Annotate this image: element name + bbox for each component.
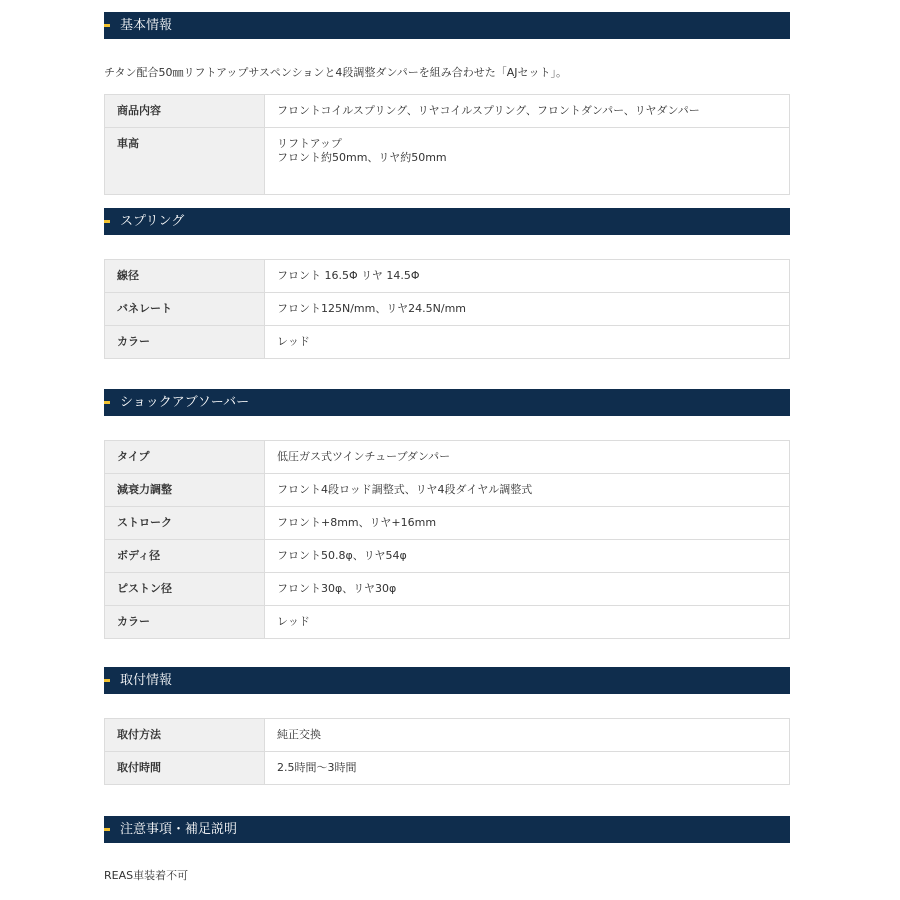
row-value: フロント4段ロッド調整式、リヤ4段ダイヤル調整式 (265, 474, 790, 507)
table-row (105, 293, 790, 326)
row-value-line: フロント約50mm、リヤ約50mm (277, 151, 447, 164)
row-label: ストローク (105, 507, 265, 540)
table-row (105, 95, 790, 128)
spec-table-basic (104, 94, 790, 195)
section-title-install: 取付情報 (120, 673, 173, 688)
table-row (105, 719, 790, 752)
row-value: フロント50.8φ、リヤ54φ (265, 540, 790, 573)
table-row (105, 507, 790, 540)
row-value: フロント125N/mm、リヤ24.5N/mm (265, 293, 790, 326)
row-value: フロント 16.5Φ リヤ 14.5Φ (265, 260, 790, 293)
section-title-spring: スプリング (120, 214, 185, 229)
table-row (105, 441, 790, 474)
table-row (105, 606, 790, 639)
row-value (265, 128, 790, 195)
table-row (105, 128, 790, 195)
table-row (105, 474, 790, 507)
row-label: 車高 (105, 128, 265, 195)
table-row (105, 573, 790, 606)
row-label: バネレート (105, 293, 265, 326)
row-value: 2.5時間～3時間 (265, 752, 790, 785)
intro-text: チタン配合50㎜リフトアップサスペンションと4段調整ダンパーを組み合わせた「AJセット」。 (104, 66, 568, 79)
row-label: カラー (105, 606, 265, 639)
row-value: 純正交換 (265, 719, 790, 752)
section-header-install (104, 667, 790, 694)
spec-table-spring (104, 259, 790, 359)
row-label: 取付時間 (105, 752, 265, 785)
row-value: 低圧ガス式ツインチューブダンパー (265, 441, 790, 474)
header-accent-mark (104, 220, 110, 223)
section-title-notes: 注意事項・補足説明 (120, 822, 238, 837)
section-header-notes (104, 816, 790, 843)
row-label: 線径 (105, 260, 265, 293)
row-label: ボディ径 (105, 540, 265, 573)
section-title-basic: 基本情報 (120, 18, 173, 33)
notes-text: REAS車装着不可 (104, 869, 189, 882)
row-label: ピストン径 (105, 573, 265, 606)
row-label: 取付方法 (105, 719, 265, 752)
table-row (105, 260, 790, 293)
row-value: レッド (265, 606, 790, 639)
spec-table-install (104, 718, 790, 785)
header-accent-mark (104, 828, 110, 831)
row-value-line: リフトアップ (277, 137, 342, 150)
row-label: タイプ (105, 441, 265, 474)
row-value: フロント30φ、リヤ30φ (265, 573, 790, 606)
row-value: フロント+8mm、リヤ+16mm (265, 507, 790, 540)
section-header-shock (104, 389, 790, 416)
header-accent-mark (104, 679, 110, 682)
table-row (105, 752, 790, 785)
table-row (105, 326, 790, 359)
spec-table-shock (104, 440, 790, 639)
table-row (105, 540, 790, 573)
row-label: カラー (105, 326, 265, 359)
row-value: フロントコイルスプリング、リヤコイルスプリング、フロントダンパー、リヤダンパー (265, 95, 790, 128)
row-value: レッド (265, 326, 790, 359)
header-accent-mark (104, 401, 110, 404)
section-header-basic (104, 12, 790, 39)
section-header-spring (104, 208, 790, 235)
row-label: 商品内容 (105, 95, 265, 128)
row-label: 減衰力調整 (105, 474, 265, 507)
section-title-shock: ショックアブソーバー (120, 395, 250, 410)
header-accent-mark (104, 24, 110, 27)
